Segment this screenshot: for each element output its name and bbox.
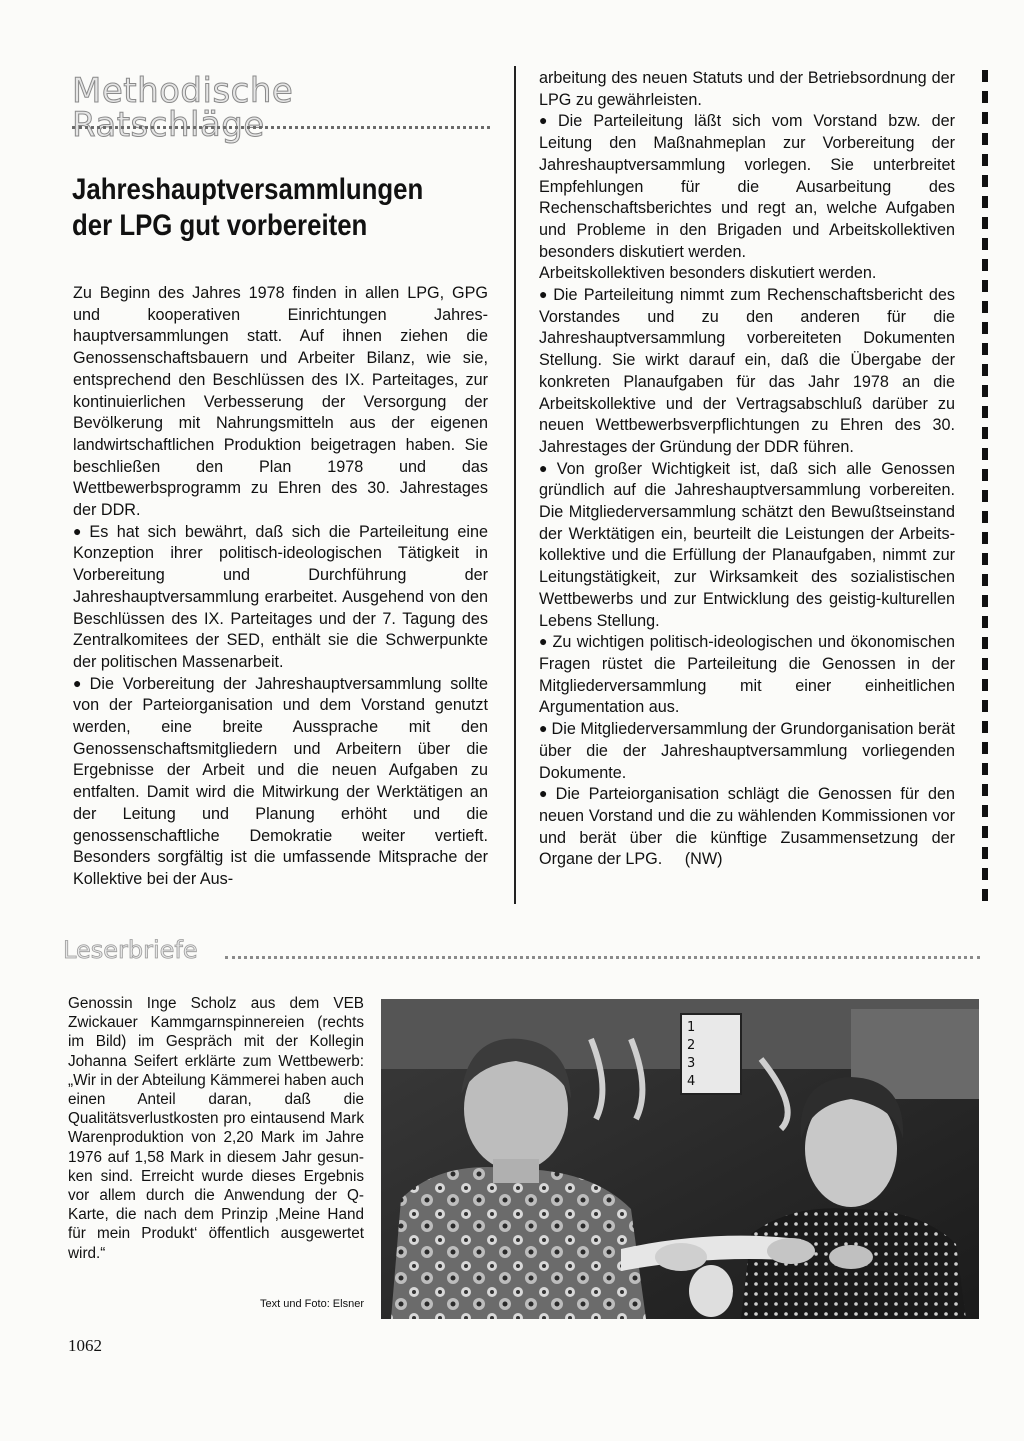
article-column-1 <box>73 283 488 891</box>
bullet-paragraph: ● Die Vorbereitung der Jahreshauptversammlung sollte von der Parteiorganisation und dem Vorstand genutzt werden, eine breite Aussprache mit den Genossenschaftsmitgliedern und Arbeitern über die Ergebnisse der Arbeit und die neuen Aufgaben zu entfalten. Damit wird die Mitwirkung der Werktätigen an der Leitung und Planung erhöht und die genossenschaftliche Demokratie weiter vertieft. Besonders sorgfältig ist die umfassende Mitsprache der Kollektive bei der Aus- <box>73 674 488 888</box>
photo-board-number: 4 <box>687 1074 696 1089</box>
photo-board-number: 3 <box>687 1056 696 1071</box>
letters-header: Leserbriefe <box>63 936 198 964</box>
bullet-icon: ● <box>539 633 549 650</box>
margin-ticks <box>982 70 988 910</box>
bullet-paragraph: ● Die Parteileitung nimmt zum Rechenschaftsbericht des Vorstandes und zu den anderen für die Jahreshauptversammlung vorbereiteten Dokumenten Stellung. Sie wirkt darauf ein, daß die Übergabe der konkreten Planaufgaben für das Jahr 1978 an die Arbeitskollektive und der Vertragsabschluß darüber zu neuen Wettbewerbsverpflichtungen zu Ehren des 30. Jahrestages der Gründung der DDR führen. <box>539 286 955 456</box>
bullet-icon: ● <box>539 112 554 129</box>
bullet-icon: ● <box>539 286 550 303</box>
bullet-icon: ● <box>539 720 548 737</box>
photo-board-number: 1 <box>687 1020 696 1035</box>
page-number: 1062 <box>68 1336 102 1355</box>
bullet-paragraph: ● Es hat sich bewährt, daß sich die Parteileitung eine Konzeption ihrer politisch-ideologischen Tätigkeit in Vorbereitung und Durchführung der Jahreshauptversammlung erarbeitet. Ausgehend von den Beschlüssen des IX. Parteitages und der 7. Tagung des Zentralkomitees der SED, enthält sie die Schwerpunkte der politischen Massenarbeit. <box>73 522 488 671</box>
bullet-icon: ● <box>73 522 86 539</box>
bullet-paragraph: ● Von großer Wichtigkeit ist, daß sich alle Genossen gründlich auf die Jahreshauptversammlung vorbereiten. Die Mitgliederversammlung schätzt den Bewußtseinstand der Werktätigen ein, beurteilt die Leistungen der Arbeitskollektive und die Erfüllung der Planaufgaben, nimmt zur Leitungstätigkeit, zur Wirksamkeit des sozialistischen Wettbewerbs und zur Entwicklung des geistig-kulturellen Lebens Stellung. <box>539 459 955 630</box>
column-divider <box>514 66 516 904</box>
bullet-icon: ● <box>73 674 86 691</box>
author-signature: (NW) <box>684 850 723 869</box>
bullet-paragraph: ● Zu wichtigen politisch-ideologischen und ökonomischen Fragen rüstet die Parteileitung die Genossen in der Mitgliederversammlung mit einer einheitlichen Argumentation aus. <box>539 633 955 717</box>
letters-header-rule <box>225 956 980 959</box>
continued-paragraph: arbeitung des neuen Statuts und der Betriebsordnung der LPG zu gewährleisten. <box>539 69 955 109</box>
bullet-icon: ● <box>539 785 552 802</box>
photo-illustration <box>381 999 979 1319</box>
article-column-2 <box>539 68 955 871</box>
reader-letter-text: Genossin Inge Scholz aus dem VEB Zwickauer Kammgarnspinnereien (rechts im Bild) im Gespräch mit der Kollegin Johanna Seifert erklärte zum Wettbewerb: „Wir in der Abteilung Kämmerei haben auch einen Anteil daran, daß die Qualitätsverlustkosten pro eintausend Mark Warenproduktion von 2,20 Mark im Jahre 1976 auf 1,58 Mark in diesem Jahr gesunken sind. Erreicht wurde dieses Ergebnis vor allem durch die Anwendung der Q-Karte, die nach dem Prinzip ‚Meine Hand für mein Produkt‘ öffentlich ausgewertet wird.“ <box>68 995 364 1262</box>
section-header-rule <box>72 126 490 132</box>
bullet-icon: ● <box>539 459 553 476</box>
article-headline: Jahreshauptversammlungen der LPG gut vorbereiten <box>72 173 424 242</box>
section-header: Methodische Ratschläge <box>72 71 294 145</box>
photo-credit: Text und Foto: Elsner <box>260 1298 364 1310</box>
intro-paragraph: Zu Beginn des Jahres 1978 finden in allen LPG, GPG und kooperativen Einrichtungen Jahreshauptversammlungen statt. Auf ihnen ziehen die Genossenschaftsbauern und Arbeiter Bilanz, wie sie, entsprechend den Beschlüssen des IX. Parteitages, zur kontinuierlichen Verbesserung der Versorgung der Bevölkerung mit Nahrungsmitteln aus der eigenen landwirtschaftlichen Produktion beigetragen haben. Sie beschließen den Plan 1978 und das Wettbewerbsprogramm zu Ehren des 30. Jahrestages der DDR. <box>73 284 488 520</box>
bullet-paragraph: ● Die Mitgliederversammlung der Grundorganisation berät über die der Jahreshauptversammlung vorliegenden Dokumente. <box>539 720 955 782</box>
photo-board-number: 2 <box>687 1038 696 1053</box>
repeated-line: Arbeitskollektiven besonders diskutiert werden. <box>539 264 877 283</box>
photo-two-women <box>381 999 979 1319</box>
reader-letter <box>68 994 364 1263</box>
bullet-paragraph: ● Die Parteileitung läßt sich vom Vorstand bzw. der Leitung den Maßnahmeplan zur Vorbereitung der Jahreshauptversammlung vorlegen. Sie unterbreitet Empfehlungen für die Ausarbeitung des Rechenschaftsberichtes und regt an, welche Aufgaben und Probleme in den Brigaden und Arbeitskollektiven besonders diskutiert werden. <box>539 112 955 261</box>
bullet-paragraph: ● Die Parteiorganisation schlägt die Genossen für den neuen Vorstand und die zu wählenden Kommissionen vor und berät über die künftige Zusammensetzung der Organe der LPG. (NW) <box>539 785 955 869</box>
